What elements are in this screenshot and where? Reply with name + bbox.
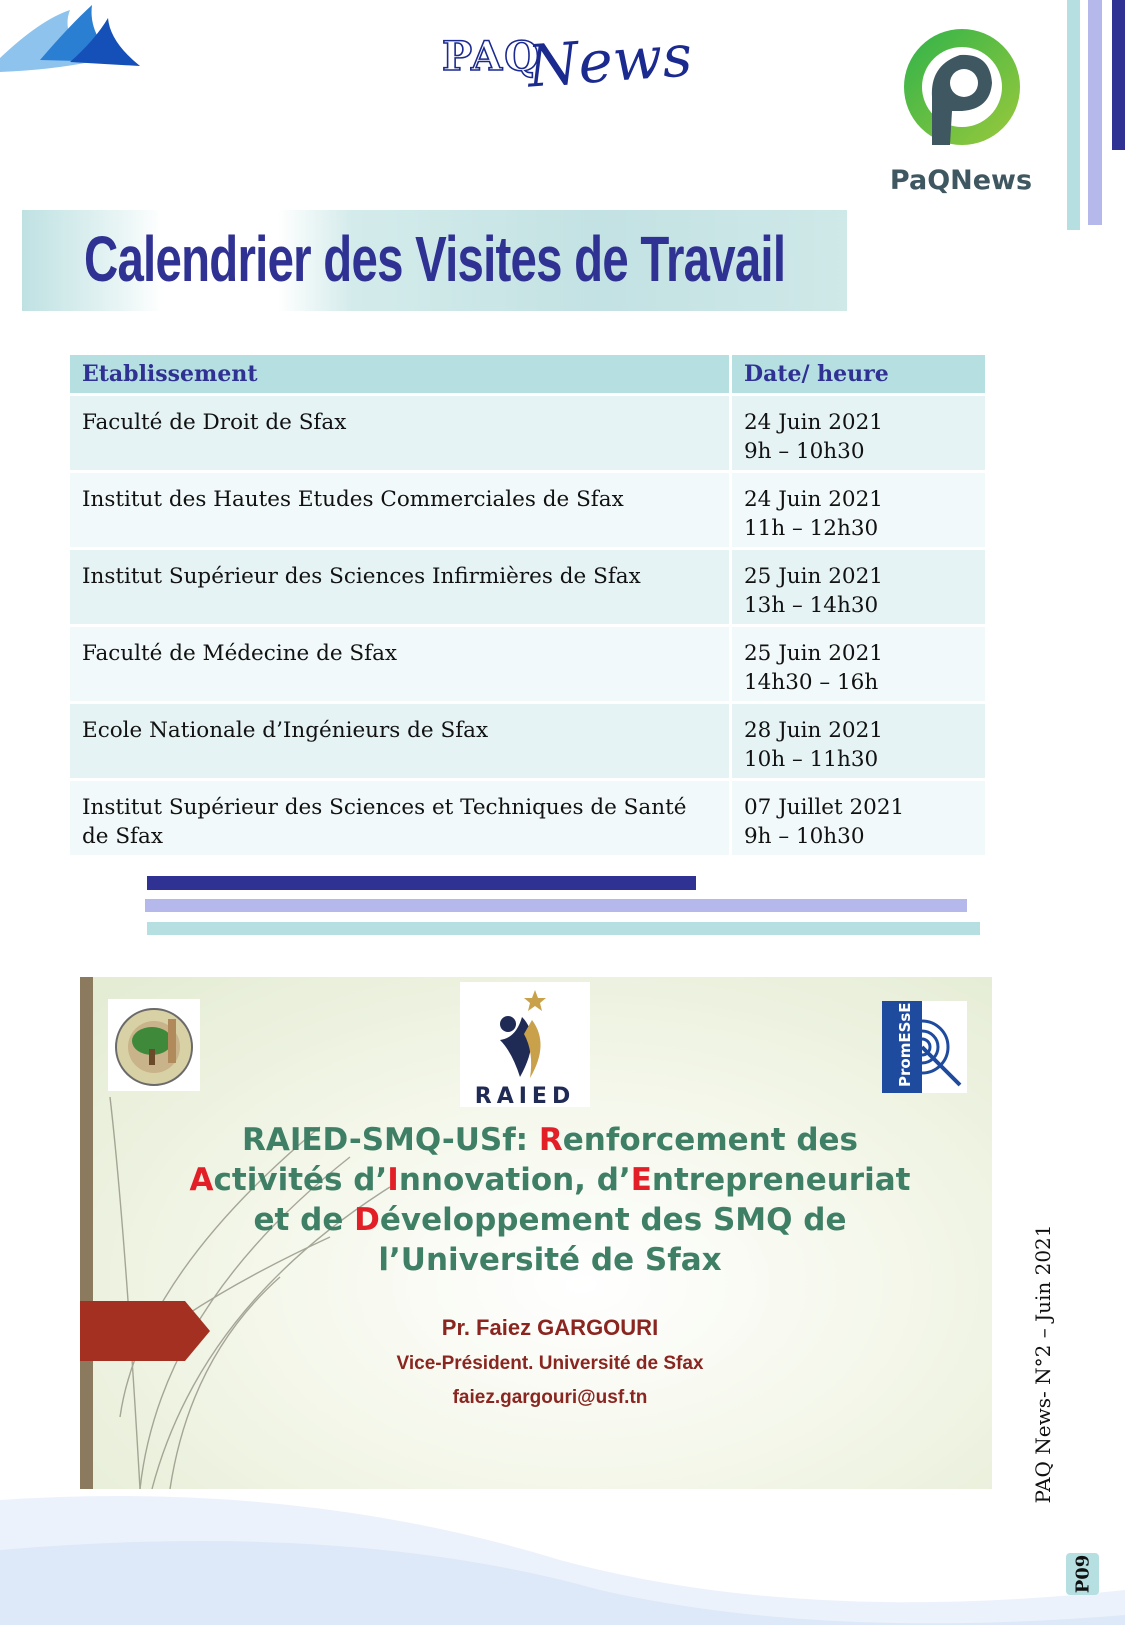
usf-seal-icon (108, 999, 200, 1091)
bottom-wave-decor (0, 1440, 1125, 1625)
corner-mountain-logo (0, 0, 145, 80)
raied-emblem-icon (460, 982, 590, 1082)
presenter-email: faiez.gargouri@usf.tn (452, 1387, 648, 1408)
cell-etablissement: Institut Supérieur des Sciences Infirmières de Sfax (70, 550, 729, 624)
paqnews-logo (880, 25, 1040, 195)
svg-text:News: News (525, 21, 695, 101)
title-segment: ctivités d’ (213, 1162, 388, 1198)
svg-text:PAQ: PAQ (442, 33, 542, 80)
slide-title-line (140, 1240, 960, 1280)
cell-date (732, 781, 985, 855)
side-caption-text: PAQ News- N°2 – Juin 2021 (1031, 1224, 1055, 1504)
title-initial: D (354, 1202, 380, 1238)
table-row (70, 704, 985, 778)
decor-bar (1112, 0, 1125, 150)
table-header-row (70, 355, 985, 393)
time-text: 14h30 – 16h (744, 670, 879, 695)
table-row (70, 550, 985, 624)
slide-arrow-shape (80, 1301, 210, 1361)
separator-bar (147, 876, 696, 890)
date-text: 25 Juin 2021 (744, 564, 883, 589)
title-segment: éveloppement des SMQ de (379, 1202, 847, 1238)
title-segment: et de (253, 1202, 355, 1238)
promesse-icon (882, 1001, 967, 1093)
table-row (70, 627, 985, 701)
title-initial: R (538, 1122, 563, 1158)
title-segment: l’Université de Sfax (378, 1242, 722, 1278)
cell-date (732, 627, 985, 701)
cell-date (732, 473, 985, 547)
visits-table (67, 352, 988, 858)
cell-etablissement: Faculté de Médecine de Sfax (70, 627, 729, 701)
table-row (70, 396, 985, 470)
presenter-name: Pr. Faiez GARGOURI (441, 1315, 659, 1340)
time-text: 9h – 10h30 (744, 439, 865, 464)
title-segment: enforcement des (562, 1122, 859, 1158)
page-number: P09 (1072, 1554, 1093, 1594)
universite-sfax-logo (108, 999, 200, 1091)
page-number-badge (1066, 1553, 1099, 1595)
time-text: 13h – 14h30 (744, 593, 879, 618)
date-text: 28 Juin 2021 (744, 718, 883, 743)
slide-title-line (140, 1200, 960, 1240)
side-caption (1012, 1214, 1074, 1514)
separator-bar (145, 899, 967, 912)
title-initial: A (189, 1162, 214, 1198)
date-text: 24 Juin 2021 (744, 410, 883, 435)
promesse-logo (882, 1001, 967, 1093)
cell-etablissement: Faculté de Droit de Sfax (70, 396, 729, 470)
slide-title-line (140, 1160, 960, 1200)
title-segment: nnovation, d’ (398, 1162, 631, 1198)
paqnews-wordmark (440, 8, 695, 118)
column-header-etablissement: Etablissement (70, 355, 729, 393)
decor-bar (1067, 0, 1080, 230)
presenter-role: Vice-Président. Université de Sfax (396, 1353, 704, 1374)
paqnews-logo-text: PaQNews (889, 165, 1033, 196)
cell-date (732, 396, 985, 470)
title-initial: I (387, 1162, 399, 1198)
title-initial: E (630, 1162, 652, 1198)
date-text: 25 Juin 2021 (744, 641, 883, 666)
column-header-date: Date/ heure (732, 355, 985, 393)
separator-bar (147, 922, 980, 935)
cell-date (732, 550, 985, 624)
time-text: 9h – 10h30 (744, 824, 865, 849)
slide-title-line (140, 1120, 960, 1160)
cell-date (732, 704, 985, 778)
raied-logo (460, 982, 590, 1107)
cell-etablissement: Ecole Nationale d’Ingénieurs de Sfax (70, 704, 729, 778)
table-row (70, 781, 985, 855)
title-segment: ntrepreneuriat (651, 1162, 911, 1198)
date-text: 07 Juillet 2021 (744, 795, 905, 820)
time-text: 11h – 12h30 (744, 516, 879, 541)
promesse-logo-text: PromESsE (896, 1002, 914, 1087)
time-text: 10h – 11h30 (744, 747, 879, 772)
raied-logo-text: RAIED (474, 1084, 576, 1109)
p-icon (880, 25, 1040, 165)
decor-bar (1088, 0, 1102, 225)
presentation-slide (80, 977, 992, 1489)
table-row (70, 473, 985, 547)
page-title: Calendrier des Visites de Travail (84, 223, 786, 295)
cell-etablissement: Institut des Hautes Etudes Commerciales de Sfax (70, 473, 729, 547)
cell-etablissement: Institut Supérieur des Sciences et Techniques de Santé de Sfax (70, 781, 729, 855)
title-segment: RAIED-SMQ-USf: (241, 1122, 539, 1158)
date-text: 24 Juin 2021 (744, 487, 883, 512)
